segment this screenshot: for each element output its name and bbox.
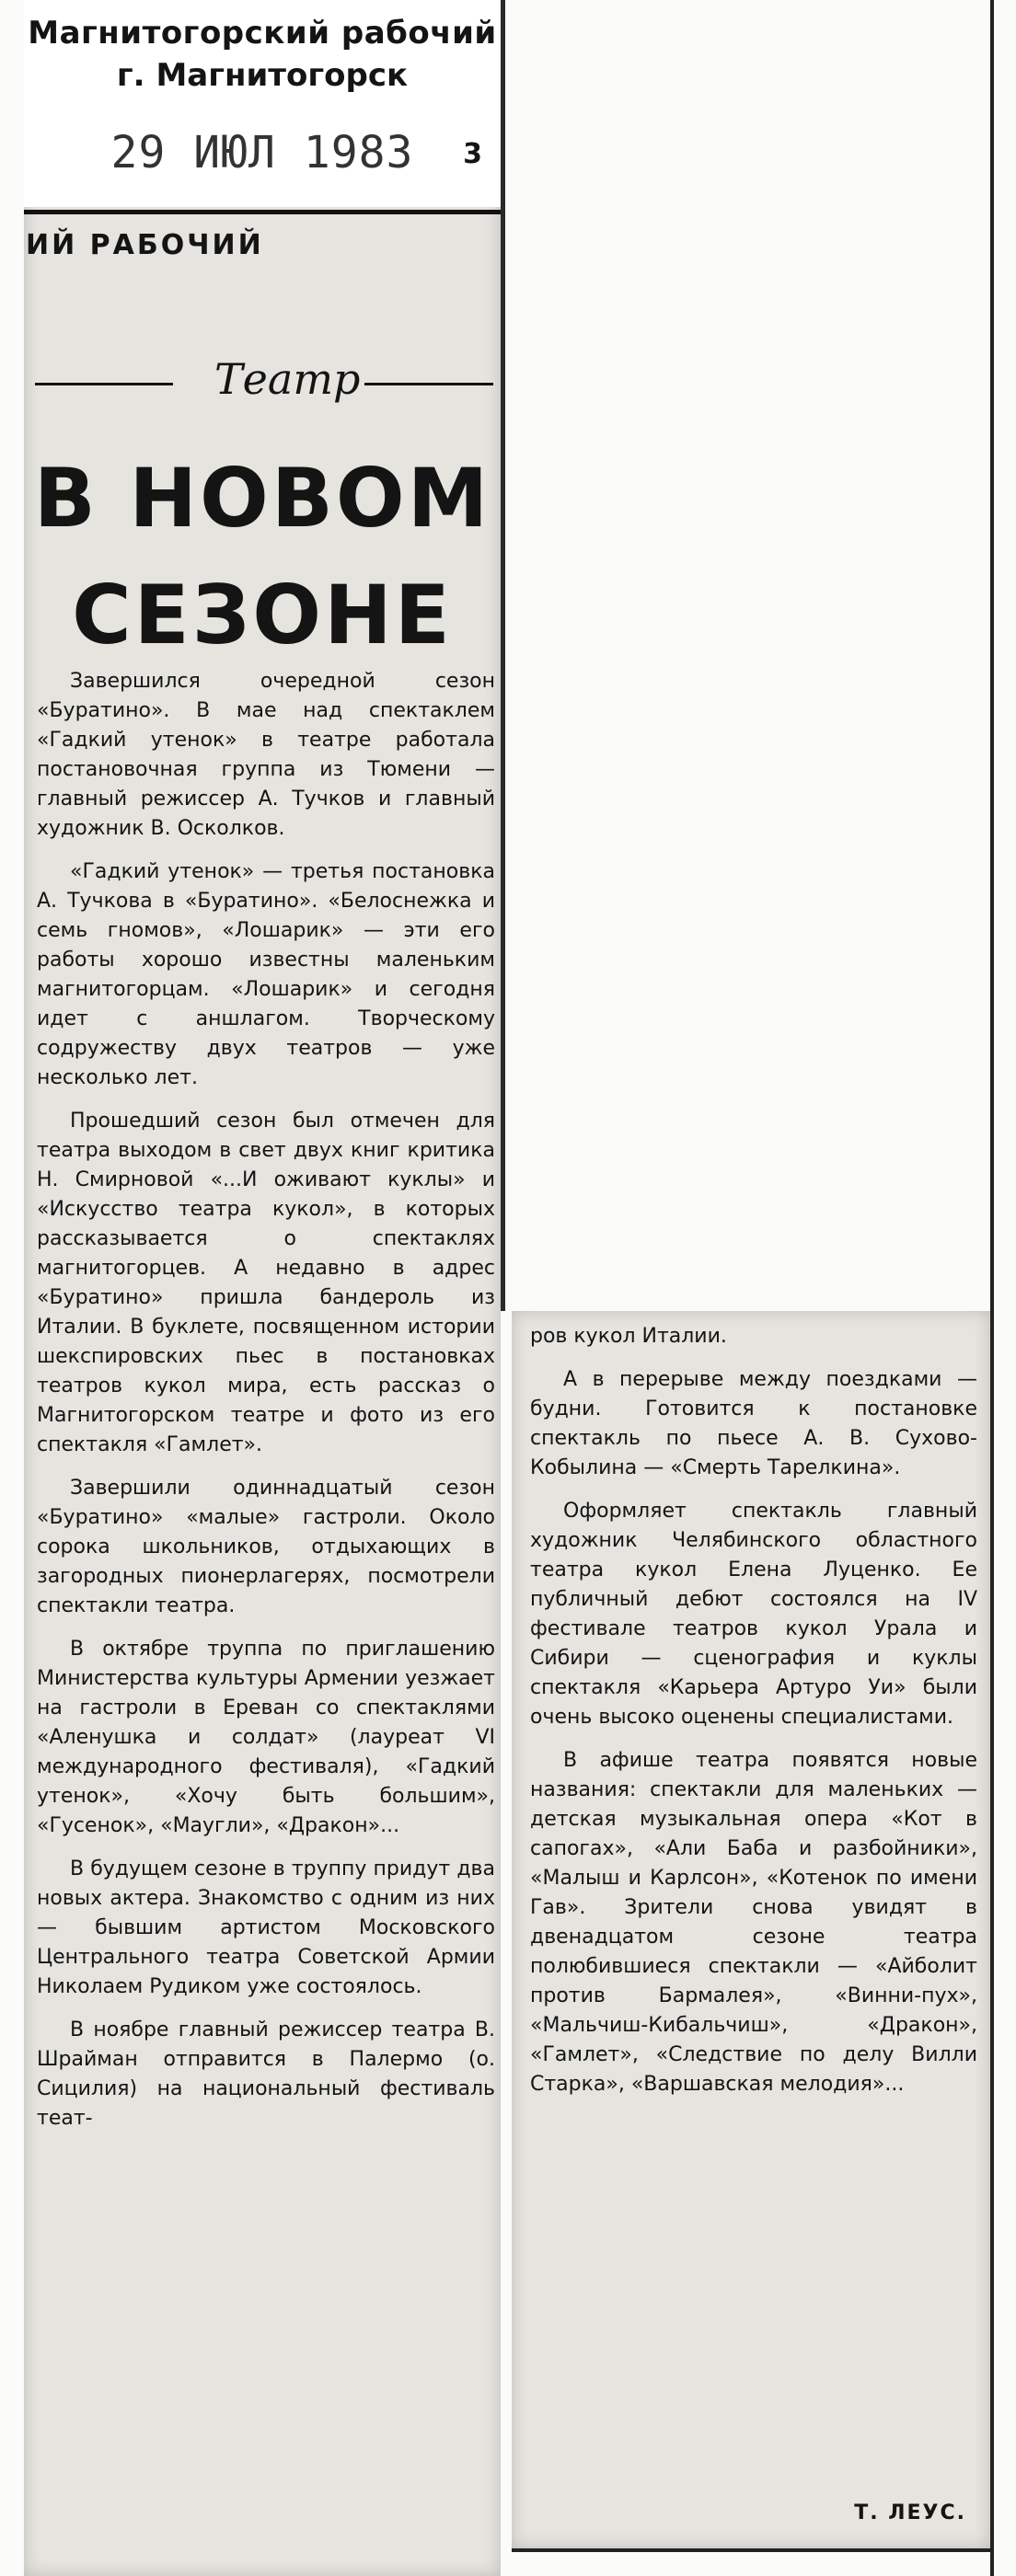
masthead (24, 0, 501, 207)
headline-line-1: В НОВОМ (33, 451, 491, 546)
rubric (35, 354, 493, 409)
headline-line-2: СЕЗОНЕ (72, 568, 453, 662)
article-body-left (37, 667, 495, 2147)
paragraph: В ноябре главный режиссер театра В. Шрайман отправится в Палермо (о. Сицилия) на национальный фестиваль теат- (37, 2018, 495, 2130)
date-stamp: 29 ИЮЛ 1983 (110, 127, 414, 178)
clipping-edge-shadow (501, 0, 505, 1311)
paragraph: Прошедший сезон был отмечен для театра выходом в свет двух книг критика Н. Смирновой «...И оживают куклы» и «Искусство театра кукол», в которых рассказывается о спектаклях магнитогорцев. А недавно в адрес «Буратино» пришла бандероль из Италии. В буклете, посвященном истории шекспировских пьес в постановках театров кукол мира, есть рассказ о Магнитогорском театре и фото из его спектакля «Гамлет». (37, 1110, 495, 1456)
paragraph: «Гадкий утенок» — третья постановка А. Тучкова в «Буратино». «Белоснежка и семь гномов», «Лошарик» — эти его работы хорошо известны маленьким магнитогорцам. «Лошарик» и сегодня идет с аншлагом. Творческому содружеству двух театров — уже несколько лет. (37, 860, 495, 1089)
rubric-rule-right (364, 383, 493, 385)
paragraph: В октябре труппа по приглашению Министерства культуры Армении уезжает на гастроли в Ереван со спектаклями «Аленушка и солдат» (лауреат VI международного фестиваля), «Гадкий утенок», «Хочу быть большим», «Гусенок», «Маугли», «Дракон»... (37, 1638, 495, 1837)
paragraph: В афише театра появятся новые названия: спектакли для маленьких — детская музыкальная опера «Кот в сапогах», «Али Баба и разбойники», «Малыш и Карлсон», «Котенок по имени Гав». Зрители снова увидят в двенадцатом сезоне театра полюбившиеся спектакли — «Айболит против Бармалея», «Винни-пух», «Мальчиш-Кибальчиш», «Дракон», «Гамлет», «Следствие по делу Вилли Старка», «Варшавская мелодия»... (530, 1749, 977, 2096)
paragraph: Оформляет спектакль главный художник Челябинского областного театра кукол Елена Луценко. Ее публичный дебют состоялся на IV фестивале театров кукол Урала и Сибири — сценография и куклы спектакля «Карьера Артуро Уи» были очень высоко оценены специалистами. (530, 1500, 977, 1729)
newspaper-city: г. Магнитогорск (116, 57, 409, 94)
newspaper-name-strip: ИЙ РАБОЧИЙ (24, 210, 501, 270)
rubric-label: Театр (214, 354, 361, 404)
paragraph: ров кукол Италии. (530, 1325, 727, 1348)
paragraph: Завершился очередной сезон «Буратино». В мае над спектаклем «Гадкий утенок» в театре работала постановочная группа из Тюмени — главный режиссер А. Тучков и главный художник В. Осколков. (37, 670, 495, 840)
paragraph: В будущем сезоне в труппу придут два новых актера. Знакомство с одним из них — бывшим артистом Московского Центрального театра Советской Армии Николаем Рудиком уже состоялось. (37, 1857, 495, 1998)
stamp-mark: 3 (463, 138, 482, 170)
frame-edge-right (990, 0, 994, 2576)
paragraph: А в перерыве между поездками — будни. Готовится к постановке спектакль по пьесе А. В. Сухово-Кобылина — «Смерть Тарелкина». (530, 1368, 977, 1479)
newspaper-name: Магнитогорский рабочий (28, 15, 497, 52)
rubric-rule-left (35, 383, 173, 385)
paragraph: Завершили одиннадцатый сезон «Буратино» «малые» гастроли. Около сорока школьников, отдыхающих в загородных пионерлагерях, посмотрели спектакли театра. (37, 1477, 495, 1617)
author-signature: Т. ЛЕУС. (854, 2501, 966, 2524)
frame-edge-bottom (512, 2548, 994, 2552)
clipping-left-column (24, 0, 501, 2576)
article-body-right (530, 1322, 977, 2113)
clipping-right-column (512, 1311, 990, 2548)
